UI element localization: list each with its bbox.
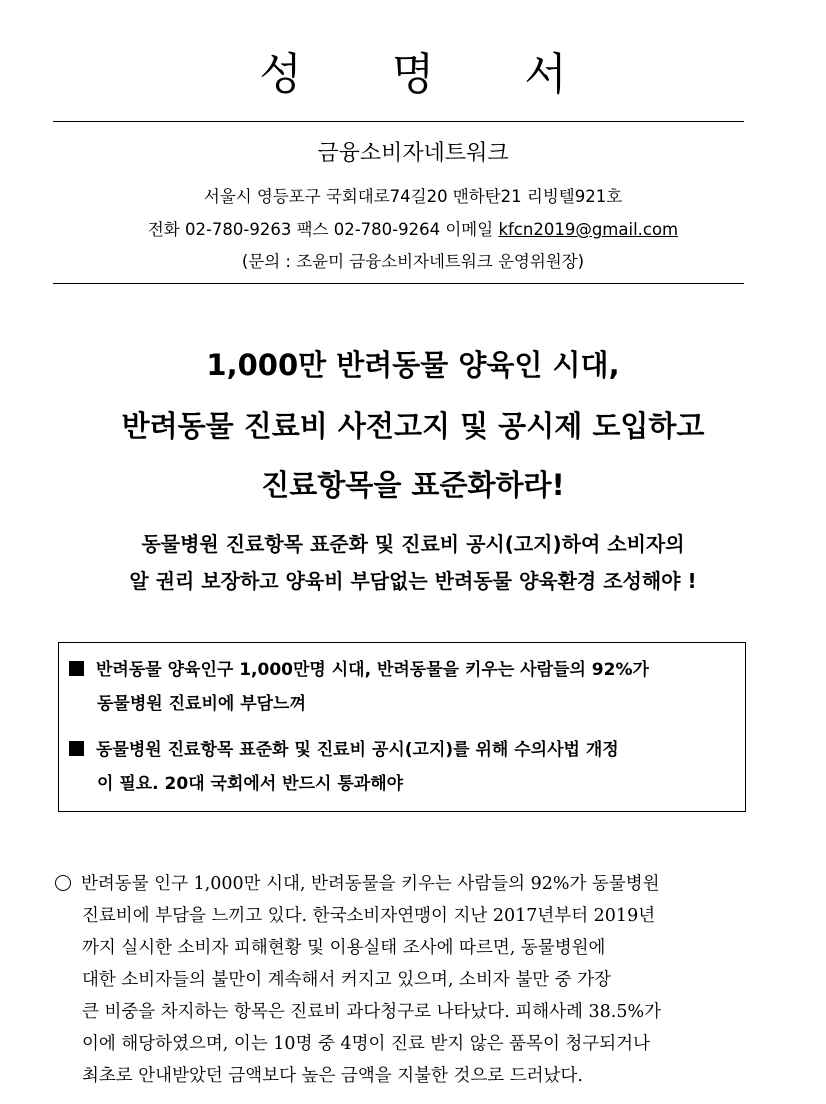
contact-phone-fax: 전화 02-780-9263 팩스 02-780-9264 이메일 (147, 220, 499, 239)
summary-item (69, 653, 735, 721)
summary-item (69, 733, 735, 801)
email-link[interactable]: kfcn2019@gmail.com (498, 220, 679, 239)
bottom-rule (53, 283, 744, 284)
body-line: 대한 소비자들의 불만이 계속해서 커지고 있으며, 소비자 불만 중 가장 (82, 970, 611, 990)
subheadline-line-1: 동물병원 진료항목 표준화 및 진료비 공시(고지)하여 소비자의 (141, 532, 685, 556)
body-paragraph (55, 868, 750, 1092)
subheadline-line-2: 알 권리 보장하고 양육비 부담없는 반려동물 양육환경 조성해야 ! (129, 569, 697, 593)
top-rule (53, 121, 744, 122)
body-line: 진료비에 부담을 느끼고 있다. 한국소비자연맹이 지난 2017년부터 2019년 (82, 906, 656, 926)
summary-box (58, 642, 746, 812)
summary-item-line-1: 반려동물 양육인구 1,000만명 시대, 반려동물을 키우는 사람들의 92%가 (96, 660, 649, 680)
headline-line-3: 진료항목을 표준화하라! (261, 468, 565, 502)
body-line: 반려동물 인구 1,000만 시대, 반려동물을 키우는 사람들의 92%가 동물병원 (55, 868, 750, 900)
body-line: 이에 해당하였으며, 이는 10명 중 4명이 진료 받지 않은 품목이 청구되거나 (82, 1034, 650, 1054)
summary-item-line-1: 동물병원 진료항목 표준화 및 진료비 공시(고지)를 위해 수의사법 개정 (96, 740, 619, 760)
contact-line (0, 216, 826, 240)
body-line: 큰 비중을 차지하는 항목은 진료비 과다청구로 나타났다. 피해사례 38.5%가 (82, 1002, 661, 1022)
headline-line-1: 1,000만 반려동물 양육인 시대, (206, 348, 620, 382)
summary-item-line-2: 동물병원 진료비에 부담느껴 (97, 694, 306, 714)
circle-bullet-icon (55, 875, 71, 891)
organization-name: 금융소비자네트워크 (317, 141, 509, 166)
summary-item-line-2: 이 필요. 20대 국회에서 반드시 통과해야 (97, 774, 404, 794)
square-bullet-icon (69, 661, 84, 676)
headline-line-2: 반려동물 진료비 사전고지 및 공시제 도입하고 (121, 409, 705, 443)
body-line: 최초로 안내받았던 금액보다 높은 금액을 지불한 것으로 드러났다. (82, 1066, 583, 1086)
document-title: 성 명 서 (259, 49, 605, 100)
inquiry-line: (문의 : 조윤미 금융소비자네트워크 운영위원장) (241, 252, 585, 271)
address-line: 서울시 영등포구 국회대로74길20 맨하탄21 리빙텔921호 (203, 187, 623, 206)
square-bullet-icon (69, 741, 84, 756)
body-line: 까지 실시한 소비자 피해현황 및 이용실태 조사에 따르면, 동물병원에 (82, 938, 606, 958)
